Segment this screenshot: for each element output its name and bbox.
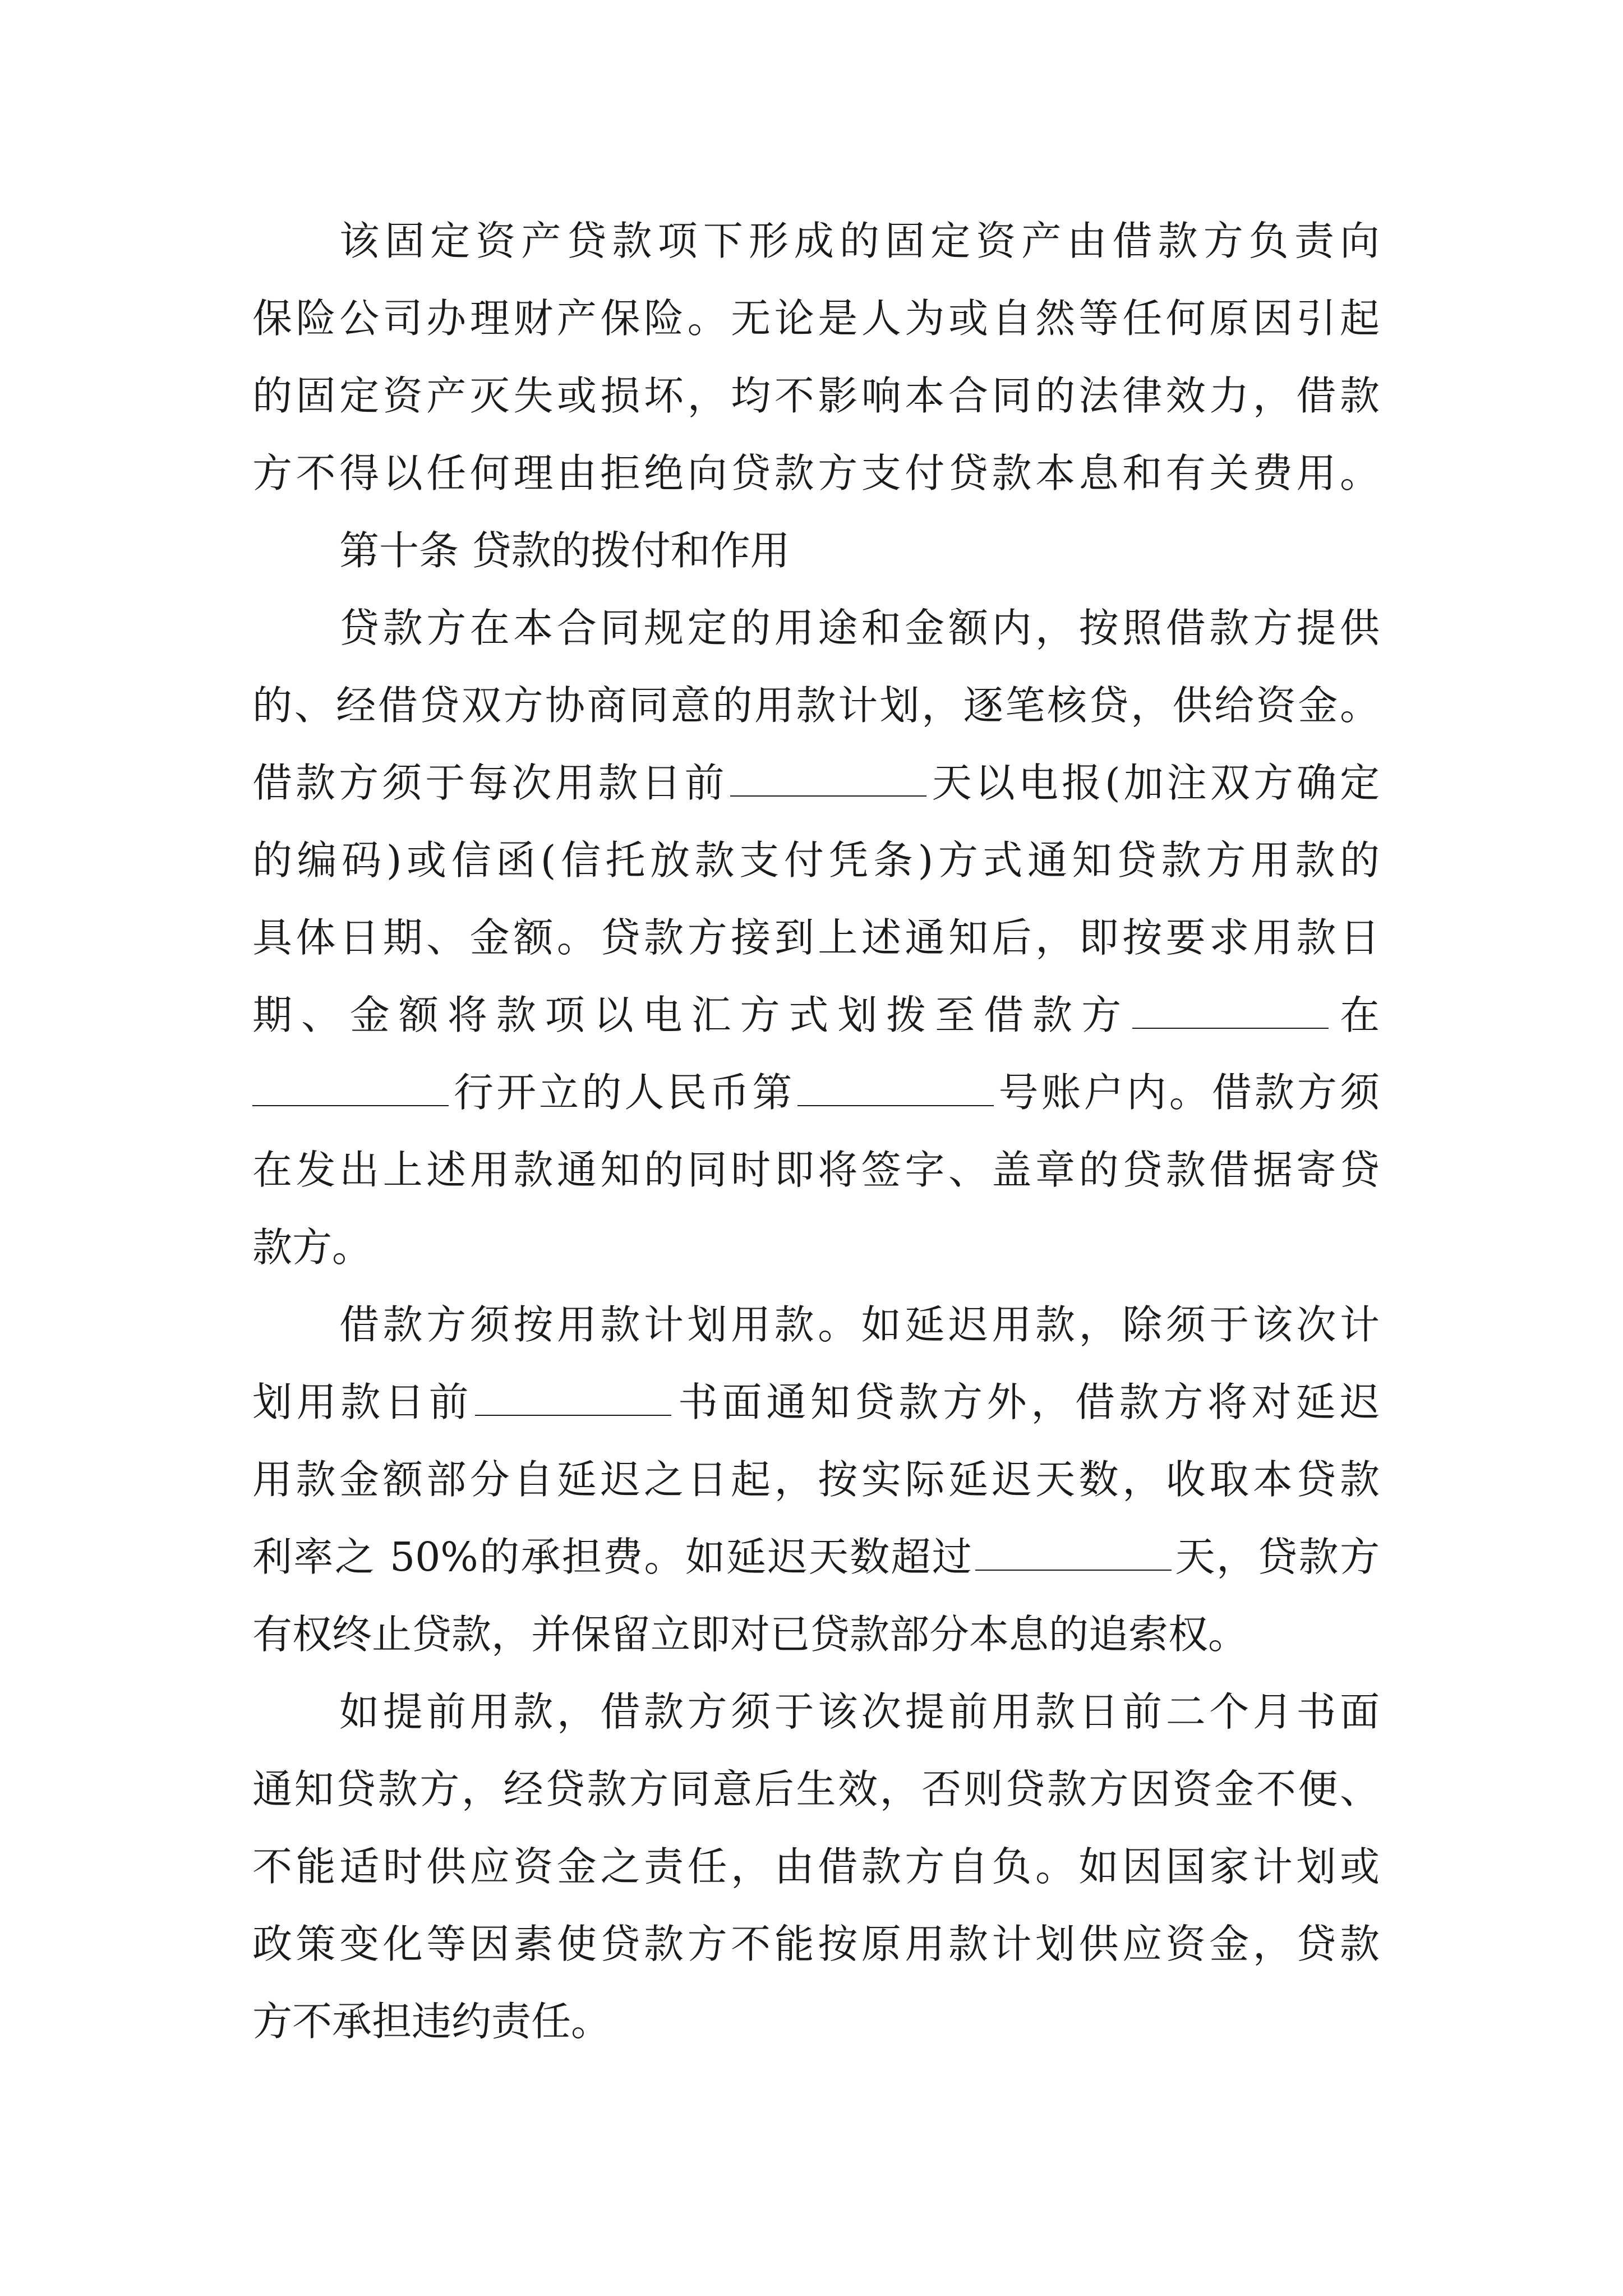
text-line: 不能适时供应资金之责任，由借款方自负。如因国家计划或 [252,1843,1380,1890]
text-line: 在发出上述用款通知的同时即将签字、盖章的贷款借据寄贷 [252,1147,1380,1193]
text-line [252,987,1380,1043]
fill-in-blank[interactable] [797,1071,994,1106]
text-segment: 划用款日前 [252,1379,473,1425]
fill-in-blank[interactable] [730,762,926,797]
text-line: 用款金额部分自延迟之日起，按实际延迟天数，收取本贷款 [252,1456,1380,1503]
text-line: 的编码)或信函(信托放款支付凭条)方式通知贷款方用款的 [252,837,1380,884]
text-line: 方不得以任何理由拒绝向贷款方支付贷款本息和有关费用。 [252,450,1380,496]
text-line: 方不承担违约责任。 [252,1998,611,2045]
text-line: 的固定资产灭失或损坏，均不影响本合同的法律效力，借款 [252,372,1380,419]
text-line: 该固定资产贷款项下形成的固定资产由借款方负责向 [339,218,1380,264]
text-segment: 在 [1331,992,1380,1038]
text-line: 具体日期、金额。贷款方接到上述通知后，即按要求用款日 [252,914,1380,961]
text-line: 通知贷款方，经贷款方同意后生效，否则贷款方因资金不便、 [252,1766,1380,1812]
text-line [252,1529,1380,1585]
text-line [252,755,1380,811]
text-segment: 期、金额将款项以电汇方式划拨至借款方 [252,992,1131,1038]
fill-in-blank[interactable] [475,1381,671,1416]
text-line: 保险公司办理财产保险。无论是人为或自然等任何原因引起 [252,295,1380,342]
text-segment: 行开立的人民币第 [451,1069,795,1116]
text-line [252,1374,1380,1430]
fill-in-blank[interactable] [252,1071,449,1106]
text-line: 政策变化等因素使贷款方不能按原用款计划供应资金，贷款 [252,1921,1380,1967]
text-line: 如提前用款，借款方须于该次提前用款日前二个月书面 [339,1688,1380,1735]
text-line: 贷款方在本合同规定的用途和金额内，按照借款方提供 [339,605,1380,651]
text-line: 借款方须按用款计划用款。如延迟用款，除须于该次计 [339,1301,1380,1348]
text-segment: 书面通知贷款方外，借款方将对延迟 [674,1379,1380,1425]
text-segment: 天，贷款方 [1174,1534,1380,1580]
text-line: 的、经借贷双方协商同意的用款计划，逐笔核贷，供给资金。 [252,682,1380,729]
text-segment: 利率之 50%的承担费。如延迟天数超过 [252,1534,974,1580]
text-segment: 天以电报(加注双方确定 [928,760,1380,806]
text-line: 有权终止贷款，并保留立即对已贷款部分本息的追索权。 [252,1611,1248,1658]
text-line [252,1065,1380,1121]
text-segment: 号账户内。借款方须 [995,1069,1380,1116]
fill-in-blank[interactable] [1132,994,1329,1029]
text-segment: 借款方须于每次用款日前 [252,760,728,806]
article-heading: 第十条 贷款的拨付和作用 [339,527,790,574]
text-line: 款方。 [252,1224,372,1271]
fill-in-blank[interactable] [975,1536,1172,1571]
